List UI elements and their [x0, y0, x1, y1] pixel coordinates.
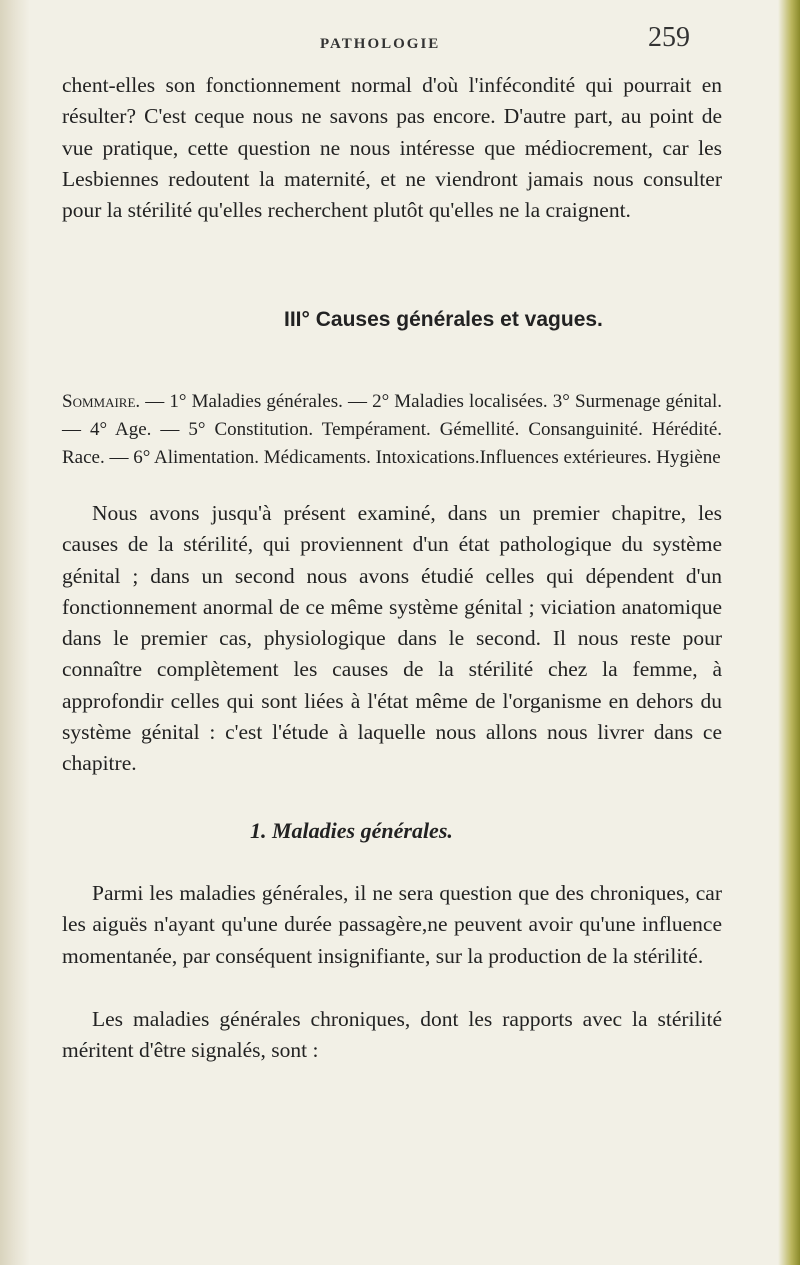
- paragraph-chronic: Parmi les maladies générales, il ne sera question que des chroniques, car les aiguës n'ayant qu'une durée passagère,ne peuvent avoir qu'une influence momentanée, par conséquent insignifiante, sur la production de la stérilité.: [62, 881, 722, 968]
- section-heading: III° Causes générales et vagues.: [284, 308, 603, 331]
- summary-label: Sommaire.: [62, 391, 141, 412]
- paragraph-continuation: chent-elles son fonctionnement normal d'où l'infécondité qui pourrait en résulter? C'est ceque nous ne savons pas encore. D'autre part, au point de vue pratique, cette question ne nous intéresse que médiocrement, car les Lesbiennes redoutent la maternité, et ne viendront jamais nous consulter pour la stérilité qu'elles recherchent plutôt qu'elles ne la craignent.: [62, 73, 722, 223]
- subsection-heading: 1. Maladies générales.: [250, 818, 453, 843]
- paragraph-intro: Nous avons jusqu'à présent examiné, dans un premier chapitre, les causes de la stérilité, qui proviennent d'un état pathologique du système génital ; dans un second nous avons étudié celles qui dépendent d'un fonctionnement anormal de ce même système génital ; viciation anatomique dans le premier cas, physiologique dans le second. Il nous reste pour connaître complètement les causes de la stérilité chez la femme, à approfondir celles qui sont liées à l'état même de l'organisme en dehors du système génital : c'est l'étude à laquelle nous allons nous livrer dans ce chapitre.: [62, 501, 722, 776]
- summary-text: — 1° Maladies générales. — 2° Maladies localisées. 3° Surmenage génital. — 4° Age. — 5° Constitution. Tempérament. Gémellité. Consanguinité. Hérédité. Race. — 6° Alimentation. Médicaments. Intoxications.Influences extérieures. Hygiène: [62, 391, 723, 468]
- page-edge: [778, 0, 800, 1265]
- section-summary: [62, 388, 722, 472]
- binding-shadow: [0, 0, 30, 1265]
- running-head: PATHOLOGIE: [320, 36, 441, 52]
- page-number: 259: [648, 22, 690, 53]
- paragraph-list-intro: Les maladies générales chroniques, dont les rapports avec la stérilité méritent d'être signalés, sont :: [62, 1007, 722, 1063]
